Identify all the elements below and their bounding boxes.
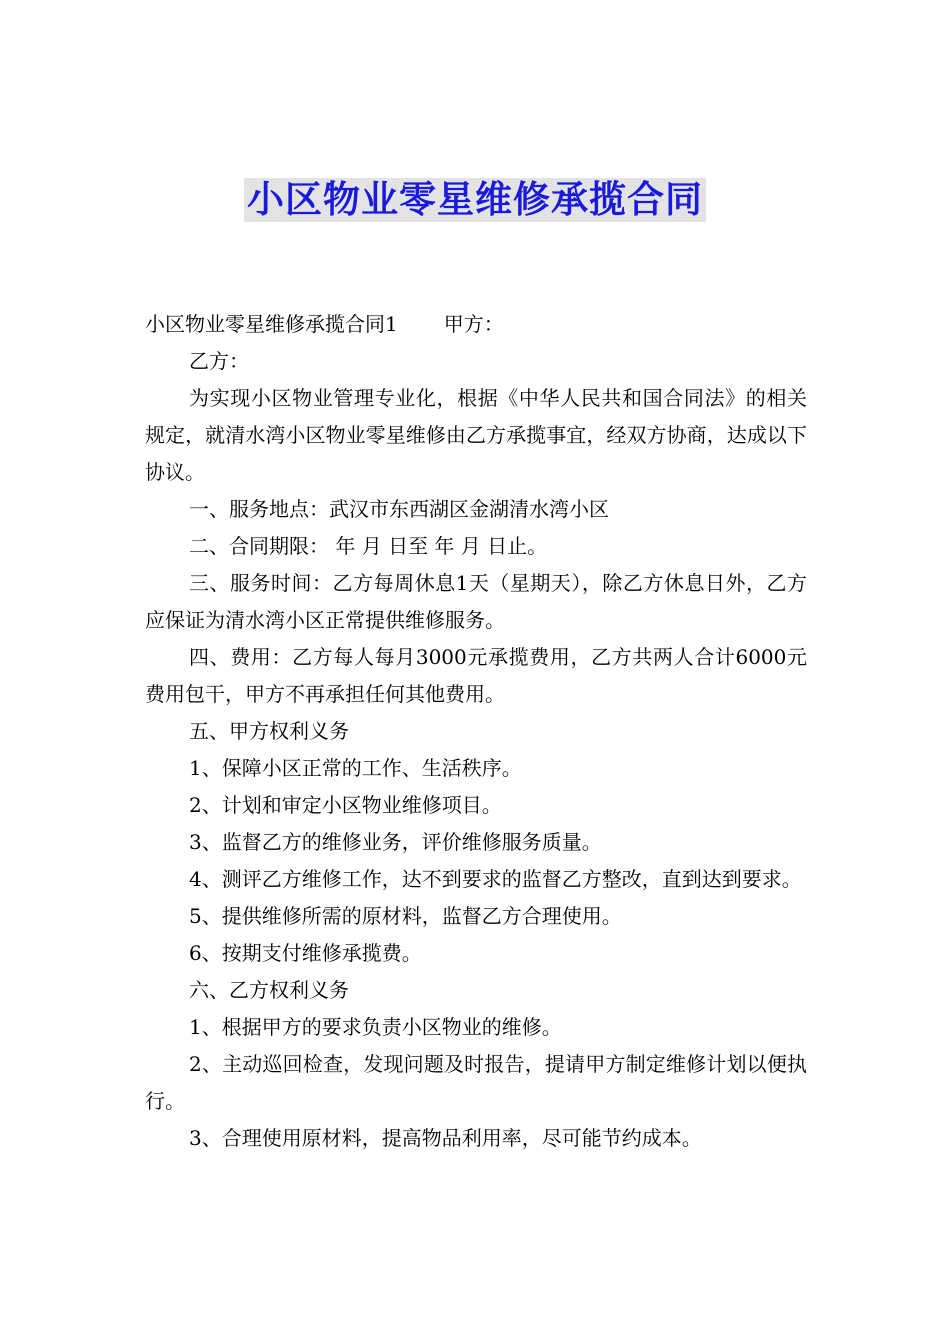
document-title: 小区物业零星维修承揽合同 <box>244 178 706 222</box>
paragraph: 6、按期支付维修承揽费。 <box>189 941 422 965</box>
paragraph: 三、服务时间：乙方每周休息1天（星期天），除乙方休息日外，乙方应保证为清水湾小区正常提供维修服务。 <box>145 571 807 632</box>
paragraph: 3、监督乙方的维修业务，评价维修服务质量。 <box>189 830 602 854</box>
paragraph: 2、计划和审定小区物业维修项目。 <box>189 793 502 817</box>
paragraph: 为实现小区物业管理专业化，根据《中华人民共和国合同法》的相关规定，就清水湾小区物业零星维修由乙方承揽事宜，经双方协商，达成以下协议。 <box>145 386 807 484</box>
paragraph: 四、费用：乙方每人每月3000元承揽费用，乙方共两人合计6000元费用包干，甲方不再承担任何其他费用。 <box>145 645 807 706</box>
paragraph: 一、服务地点：武汉市东西湖区金湖清水湾小区 <box>189 497 609 521</box>
paragraph: 5、提供维修所需的原材料，监督乙方合理使用。 <box>189 904 622 928</box>
paragraph: 4、测评乙方维修工作，达不到要求的监督乙方整改，直到达到要求。 <box>189 867 802 891</box>
contract-subtitle: 小区物业零星维修承揽合同1 <box>145 312 398 336</box>
contract-heading-line <box>145 306 807 343</box>
paragraph: 乙方： <box>189 349 249 373</box>
document-body <box>145 306 807 1157</box>
paragraph: 二、合同期限： 年 月 日至 年 月 日止。 <box>189 534 548 558</box>
paragraph: 六、乙方权利义务 <box>189 978 349 1002</box>
party-a-label: 甲方： <box>443 312 504 336</box>
paragraph: 五、甲方权利义务 <box>189 719 349 743</box>
paragraph: 3、合理使用原材料，提高物品利用率，尽可能节约成本。 <box>189 1126 702 1150</box>
title-container <box>0 178 950 222</box>
paragraph: 1、保障小区正常的工作、生活秩序。 <box>189 756 522 780</box>
paragraph: 2、主动巡回检查，发现问题及时报告，提请甲方制定维修计划以便执行。 <box>145 1052 807 1113</box>
paragraph: 1、根据甲方的要求负责小区物业的维修。 <box>189 1015 562 1039</box>
